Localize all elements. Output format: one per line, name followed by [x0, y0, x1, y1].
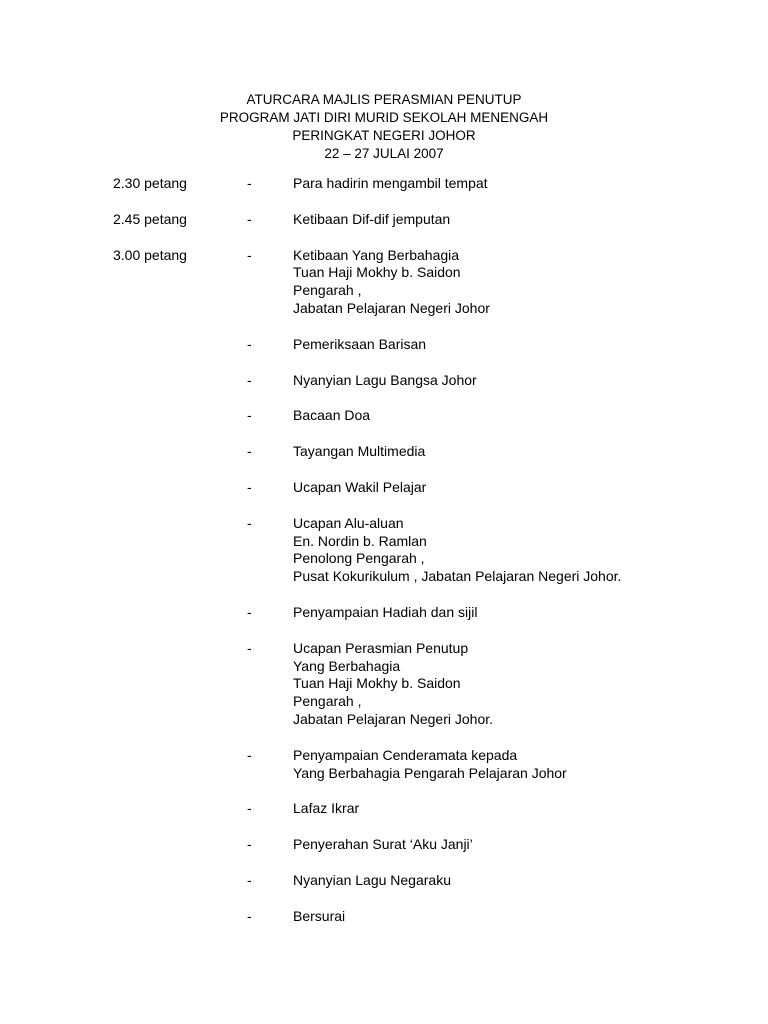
agenda-item	[0, 211, 768, 229]
agenda-item	[0, 175, 768, 193]
agenda-line: Ucapan Alu-aluan	[293, 514, 404, 531]
agenda-description	[293, 604, 768, 622]
agenda-description	[293, 247, 768, 318]
agenda-item	[0, 407, 768, 425]
agenda-dash: -	[247, 371, 252, 388]
agenda-dash: -	[247, 335, 252, 352]
agenda-description	[293, 872, 768, 890]
agenda-dash: -	[247, 639, 252, 656]
agenda-item	[0, 747, 768, 783]
agenda-description	[293, 747, 768, 783]
agenda-line: Yang Berbahagia Pengarah Pelajaran Johor	[293, 764, 567, 781]
agenda-item	[0, 479, 768, 497]
agenda-line: Pemeriksaan Barisan	[293, 335, 427, 352]
agenda-dash: -	[247, 907, 252, 924]
agenda-description	[293, 372, 768, 390]
agenda-dash: -	[247, 800, 252, 817]
agenda-dash: -	[247, 246, 252, 263]
agenda-line: Ucapan Perasmian Penutup	[293, 639, 469, 656]
agenda-dash: -	[247, 603, 252, 620]
agenda-line: Jabatan Pelajaran Negeri Johor.	[293, 710, 494, 727]
agenda-item	[0, 908, 768, 926]
agenda-line: Nyanyian Lagu Bangsa Johor	[293, 371, 477, 388]
agenda-dash: -	[247, 175, 252, 191]
agenda-description	[293, 908, 768, 926]
agenda-line: Para hadirin mengambil tempat	[293, 175, 488, 191]
agenda-description	[293, 640, 768, 729]
agenda-line: En. Nordin b. Ramlan	[293, 532, 427, 549]
header-date: 22 – 27 JULAI 2007	[324, 146, 444, 161]
agenda-time: 2.30 petang	[113, 175, 187, 191]
document-header	[0, 91, 768, 163]
agenda-item	[0, 443, 768, 461]
agenda-line: Tayangan Multimedia	[293, 443, 426, 460]
agenda-description	[293, 479, 768, 497]
agenda-dash: -	[247, 871, 252, 888]
agenda-line: Tuan Haji Mokhy b. Saidon	[293, 675, 461, 692]
agenda-line: Penyerahan Surat ‘Aku Janji’	[293, 836, 473, 853]
agenda-description	[293, 800, 768, 818]
agenda-description	[293, 407, 768, 425]
agenda-line: Lafaz Ikrar	[293, 800, 360, 817]
agenda-line: Bacaan Doa	[293, 407, 371, 424]
agenda-item	[0, 515, 768, 586]
agenda-item	[0, 372, 768, 390]
agenda-line: Pengarah ,	[293, 282, 362, 299]
agenda-item	[0, 640, 768, 729]
agenda-line: Jabatan Pelajaran Negeri Johor	[293, 299, 490, 316]
agenda-line: Ucapan Wakil Pelajar	[293, 478, 427, 495]
agenda-time: 3.00 petang	[113, 246, 187, 263]
agenda-line: Yang Berbahagia	[293, 657, 401, 674]
agenda-line: Tuan Haji Mokhy b. Saidon	[293, 264, 461, 281]
agenda-dash: -	[247, 478, 252, 495]
header-level: PERINGKAT NEGERI JOHOR	[292, 128, 476, 143]
agenda-time: 2.45 petang	[113, 210, 187, 227]
agenda-line: Bersurai	[293, 907, 346, 924]
agenda-description	[293, 836, 768, 854]
agenda-description	[293, 336, 768, 354]
agenda-list	[0, 175, 768, 944]
agenda-description	[293, 175, 768, 193]
agenda-item	[0, 836, 768, 854]
header-program: PROGRAM JATI DIRI MURID SEKOLAH MENENGAH	[219, 110, 549, 125]
agenda-item	[0, 872, 768, 890]
agenda-line: Ketibaan Yang Berbahagia	[293, 246, 460, 263]
agenda-dash: -	[247, 407, 252, 424]
agenda-line: Nyanyian Lagu Negaraku	[293, 871, 451, 888]
agenda-line: Pusat Kokurikulum , Jabatan Pelajaran Negeri Johor.	[293, 568, 622, 585]
agenda-description	[293, 211, 768, 229]
agenda-dash: -	[247, 443, 252, 460]
agenda-dash: -	[247, 836, 252, 853]
agenda-description	[293, 515, 768, 586]
agenda-dash: -	[247, 514, 252, 531]
agenda-item	[0, 604, 768, 622]
agenda-dash: -	[247, 746, 252, 763]
agenda-line: Ketibaan Dif-dif jemputan	[293, 210, 451, 227]
agenda-item	[0, 800, 768, 818]
header-title: ATURCARA MAJLIS PERASMIAN PENUTUP	[246, 92, 522, 107]
agenda-item	[0, 247, 768, 318]
agenda-line: Penolong Pengarah ,	[293, 550, 425, 567]
agenda-dash: -	[247, 210, 252, 227]
agenda-item	[0, 336, 768, 354]
agenda-line: Penyampaian Hadiah dan sijil	[293, 603, 478, 620]
agenda-line: Pengarah ,	[293, 693, 362, 710]
agenda-description	[293, 443, 768, 461]
agenda-line: Penyampaian Cenderamata kepada	[293, 746, 518, 763]
